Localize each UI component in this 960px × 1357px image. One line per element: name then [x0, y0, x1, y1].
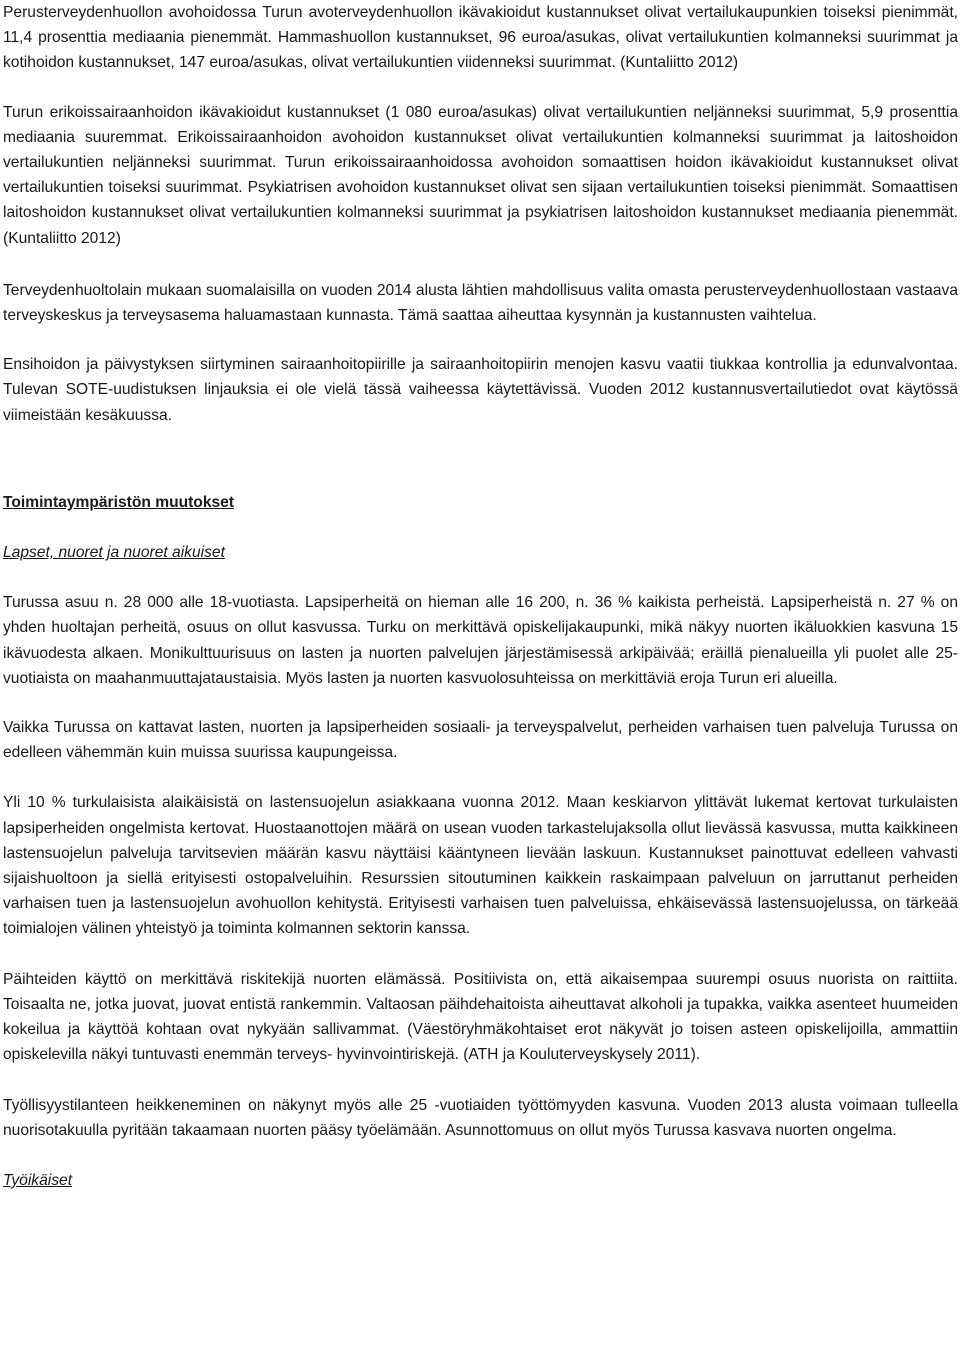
paragraph-paihteet: Päihteiden käyttö on merkittävä riskitekijä nuorten elämässä. Positiivista on, että aikaisempaa suurempi osuus nuorista on raittiita. Toisaalta ne, jotka juovat, juovat entistä rankemmin. Valtaosan päihdehaitoista aiheuttavat alkoholi ja tupakka, vaikka asenteet huumeiden kokeilua ja käyttöä kohtaan ovat nykyään sallivammat. (Väestöryhmäkohtaiset erot näkyvät jo toisen asteen opiskelijoilla, ammattiin opiskelevilla näkyi tuntuvasti enemmän terveys- hyvinvointiriskejä. (ATH ja Kouluterveyskysely 2011). [3, 970, 958, 1064]
paragraph-ensihoito: Ensihoidon ja päivystyksen siirtyminen sairaanhoitopiirille ja sairaanhoitopiirin menojen kasvu vaatii tiukkaa kontrollia ja edunvalvontaa. Tulevan SOTE-uudistuksen linjauksia ei ole vielä tässä vaiheessa käytettävissä. Vuoden 2012 kustannusvertailutiedot ovat käytössä viimeistään kesäkuussa. [3, 356, 958, 424]
paragraph-palvelut: Vaikka Turussa on kattavat lasten, nuorten ja lapsiperheiden sosiaali- ja terveyspalvelut, perheiden varhaisen tuen palveluja Turussa on edelleen vähemmän kuin muissa suurissa kaupungeissa. [3, 719, 958, 762]
paragraph-tyollisyys: Työllisyystilanteen heikkeneminen on näkynyt myös alle 25 -vuotiaiden työttömyyden kasvuna. Vuoden 2013 alusta voimaan tulleella nuorisotakuulla pyritään takaamaan nuorten pääsy työelämään. Asunnottomuus on ollut myös Turussa kasvava nuorten ongelma. [3, 1096, 958, 1139]
paragraph-perusterveydenhuolto: Perusterveydenhuollon avohoidossa Turun avoterveydenhuollon ikävakioidut kustannukset olivat vertailukaupunkien toiseksi pienimmät, 11,4 prosenttia mediaania pienemmät. Hammashuollon kustannukset, 96 euroa/asukas, olivat vertailukuntien kolmanneksi suurimmat ja kotihoidon kustannukset, 147 euroa/asukas, olivat vertailukuntien viidenneksi suurimmat. (Kuntaliitto 2012) [3, 4, 958, 72]
section-heading: Toimintaympäristön muutokset [3, 493, 235, 511]
paragraph-erikoissairaanhoito: Turun erikoissairaanhoidon ikävakioidut kustannukset (1 080 euroa/asukas) olivat vertailukuntien neljänneksi suurimmat, 5,9 prosenttia mediaania suuremmat. Erikoissairaanhoidon avohoidon kustannukset olivat vertailukuntien kolmanneksi suurimmat ja laitoshoidon vertailukuntien neljänneksi suurimmat. Turun erikoissairaanhoidossa avohoidon somaattisen hoidon ikävakioidut kustannukset olivat vertailukuntien toiseksi suurimmat. Psykiatrisen avohoidon kustannukset olivat sen sijaan vertailukuntien toiseksi pienimmät. Somaattisen laitoshoidon kustannukset olivat vertailukuntien kolmanneksi suurimmat ja psykiatrisen laitoshoidon kustannukset mediaania pienemmät. (Kuntaliitto 2012) [3, 103, 958, 247]
subheading-tyoikaiset: Työikäiset [3, 1171, 73, 1189]
paragraph-lapset-vaesto: Turussa asuu n. 28 000 alle 18-vuotiasta. Lapsiperheitä on hieman alle 16 200, n. 36 % kaikista perheistä. Lapsiperheistä n. 27 % on yhden huoltajan perheitä, osuus on ollut kasvussa. Turku on merkittävä opiskelijakaupunki, mikä näkyy nuorten ikäluokkien kasvuna 15 ikävuodesta alkaen. Monikulttuurisuus on lasten ja nuorten palvelujen järjestämisessä arkipäivää; eräillä pienalueilla yli puolet alle 25-vuotiaista on maahanmuuttajataustaisia. Myös lasten ja nuorten kasvuolosuhteissa on merkittäviä eroja Turun eri alueilla. [3, 594, 958, 687]
paragraph-terveydenhuoltolaki: Terveydenhuoltolain mukaan suomalaisilla on vuoden 2014 alusta lähtien mahdollisuus valita omasta perusterveydenhuollostaan vastaava terveyskeskus ja terveysasema haluamastaan kunnasta. Tämä saattaa aiheuttaa kysynnän ja kustannusten vaihtelua. [3, 281, 958, 325]
subheading-lapset-nuoret: Lapset, nuoret ja nuoret aikuiset [3, 544, 225, 562]
paragraph-lastensuojelu: Yli 10 % turkulaisista alaikäisistä on lastensuojelun asiakkaana vuonna 2012. Maan keskiarvon ylittävät lukemat kertovat turkulaisten lapsiperheiden ongelmista kertovat. Huostaanottojen määrä on usean vuoden tarkastelujaksolla ollut lievässä kasvussa, mutta kaikkineen lastensuojelun palveluja tarvitsevien määrän kasvu näyttäisi kääntyneen lievään laskuun. Kustannukset painottuvat edelleen vahvasti sijaishuoltoon ja siellä erityisesti ostopalveluihin. Resurssien sitoutuminen kaikkein raskaimpaan palveluun on jarruttanut perheiden varhaisen tuen ja lastensuojelun avohuollon kehitystä. Erityisesti varhaisen tuen palveluissa, ehkäisevässä lastensuojelussa, on tärkeää toimialojen välinen yhteistyö ja toiminta kolmannen sektorin kanssa. [3, 794, 958, 938]
document-page [3, 0, 958, 1193]
